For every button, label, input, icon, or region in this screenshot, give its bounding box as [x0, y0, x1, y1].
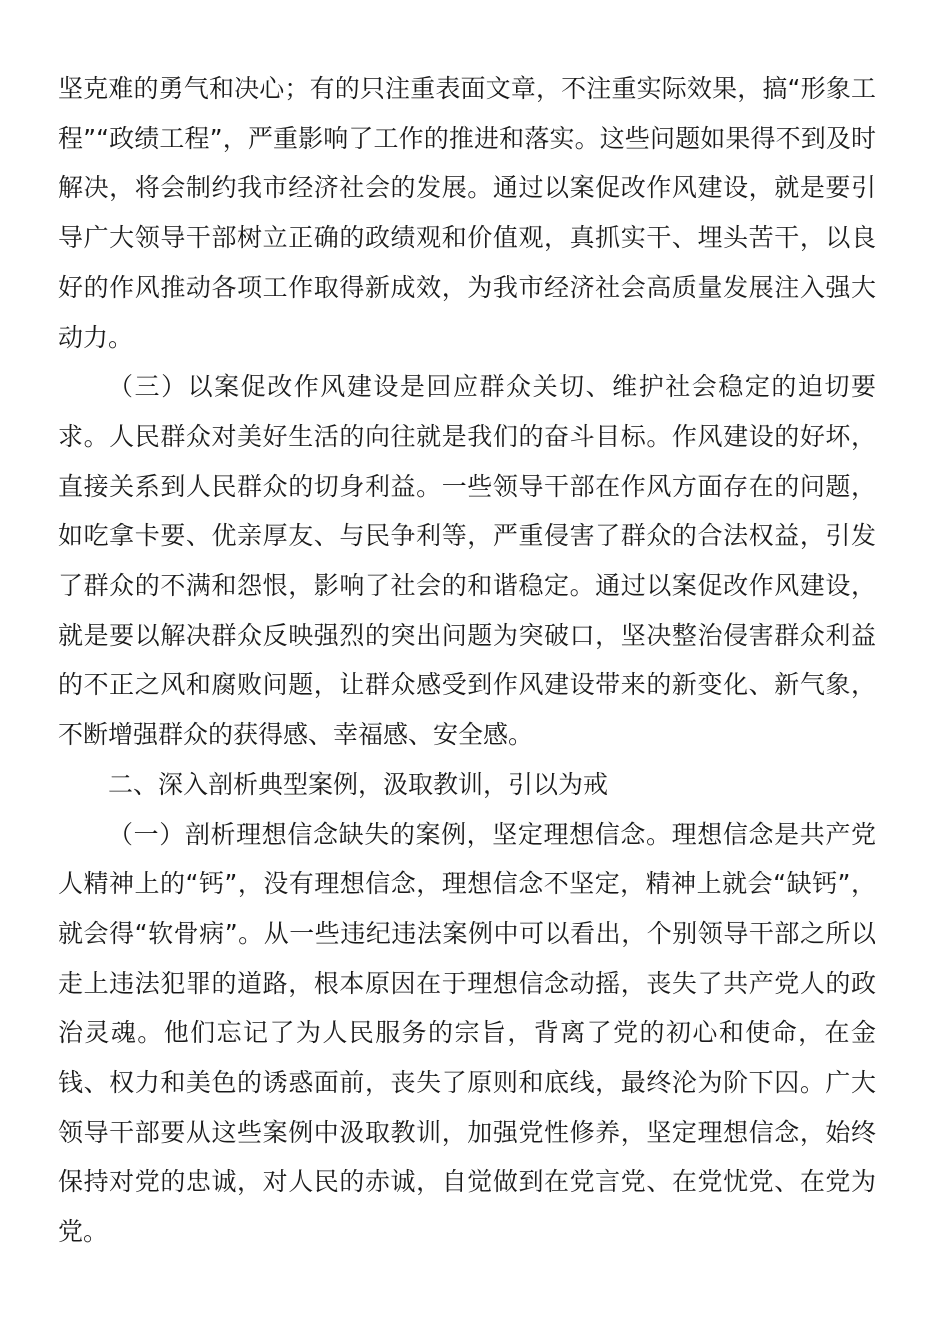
- document-body: [58, 64, 876, 1257]
- paragraph-continuation: 坚克难的勇气和决心；有的只注重表面文章，不注重实际效果，搞“形象工程”“政绩工程”，严重影响了工作的推进和落实。这些问题如果得不到及时解决，将会制约我市经济社会的发展。通过以案促改作风建设，就是要引导广大领导干部树立正确的政绩观和价值观，真抓实干、埋头苦干，以良好的作风推动各项工作取得新成效，为我市经济社会高质量发展注入强大动力。: [58, 74, 876, 352]
- paragraph-section-3: （三）以案促改作风建设是回应群众关切、维护社会稳定的迫切要求。人民群众对美好生活的向往就是我们的奋斗目标。作风建设的好坏，直接关系到人民群众的切身利益。一些领导干部在作风方面存在的问题，如吃拿卡要、优亲厚友、与民争利等，严重侵害了群众的合法权益，引发了群众的不满和怨恨，影响了社会的和谐稳定。通过以案促改作风建设，就是要以解决群众反映强烈的突出问题为突破口，坚决整治侵害群众利益的不正之风和腐败问题，让群众感受到作风建设带来的新变化、新气象，不断增强群众的获得感、幸福感、安全感。: [58, 372, 876, 750]
- section-heading-2: 二、深入剖析典型案例，汲取教训，引以为戒: [108, 769, 609, 799]
- paragraph-subsection-1: （一）剖析理想信念缺失的案例，坚定理想信念。理想信念是共产党人精神上的“钙”，没有理想信念，理想信念不坚定，精神上就会“缺钙”，就会得“软骨病”。从一些违纪违法案例中可以看出，个别领导干部之所以走上违法犯罪的道路，根本原因在于理想信念动摇，丧失了共产党人的政治灵魂。他们忘记了为人民服务的宗旨，背离了党的初心和使命，在金钱、权力和美色的诱惑面前，丧失了原则和底线，最终沦为阶下囚。广大领导干部要从这些案例中汲取教训，加强党性修养，坚定理想信念，始终保持对党的忠诚，对人民的赤诚，自觉做到在党言党、在党忧党、在党为党。: [58, 819, 876, 1247]
